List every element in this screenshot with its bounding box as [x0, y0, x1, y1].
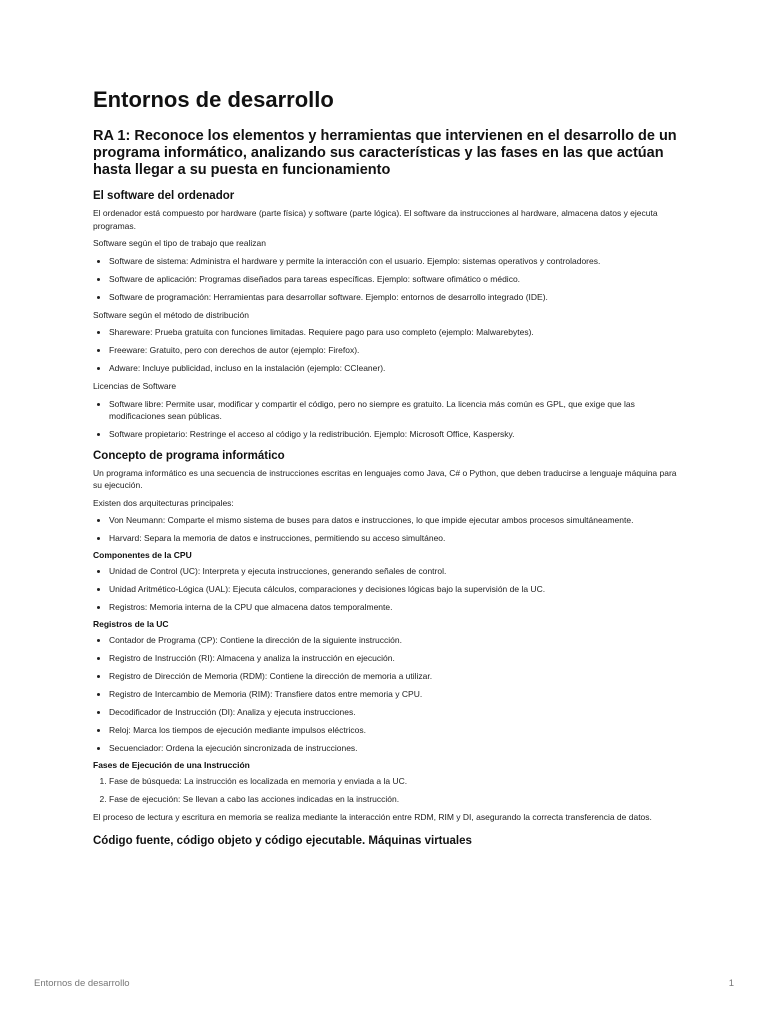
list-item: • Software de aplicación: Programas diseñados para tareas específicas. Ejemplo: software ofimático o médico. — [109, 273, 683, 286]
list-item: • Unidad de Control (UC): Interpreta y ejecuta instrucciones, generando señales de control. — [109, 565, 683, 578]
ra-heading: RA 1: Reconoce los elementos y herramientas que intervienen en el desarrollo de un programa informático, analizando sus características y las fases en las que actúan hasta llegar a su puesta en funcionamiento — [93, 128, 677, 178]
list-execution-phases — [93, 775, 683, 806]
footer-page-number: 1 — [728, 978, 734, 989]
list-item: • Reloj: Marca los tiempos de ejecución mediante impulsos eléctricos. — [109, 724, 683, 737]
footer-document-title: Entornos de desarrollo — [34, 978, 130, 989]
list-item: • Software de programación: Herramientas para desarrollar software. Ejemplo: entornos de desarrollo integrado (IDE). — [109, 291, 683, 304]
list-item: • Software de sistema: Administra el hardware y permite la interacción con el usuario. Ejemplo: sistemas operativos y controladores. — [109, 255, 683, 268]
list-item: • Secuenciador: Ordena la ejecución sincronizada de instrucciones. — [109, 742, 683, 755]
section-heading-program: Concepto de programa informático — [93, 449, 285, 462]
list-item: • Harvard: Separa la memoria de datos e instrucciones, permitiendo su acceso simultáneo. — [109, 532, 683, 545]
section-heading-software: El software del ordenador — [93, 190, 235, 202]
list-item: 2. Fase de ejecución: Se llevan a cabo las acciones indicadas en la instrucción. — [109, 793, 683, 806]
list-item: • Registro de Instrucción (RI): Almacena y analiza la instrucción en ejecución. — [109, 652, 683, 665]
list-item: • Registros: Memoria interna de la CPU que almacena datos temporalmente. — [109, 601, 683, 614]
list-item: • Freeware: Gratuito, pero con derechos de autor (ejemplo: Firefox). — [109, 344, 683, 357]
list-item: • Registro de Dirección de Memoria (RDM): Contiene la dirección de memoria a utilizar. — [109, 670, 683, 683]
document-title: Entornos de desarrollo — [93, 87, 334, 112]
document-page — [93, 86, 683, 848]
list-item: • Von Neumann: Comparte el mismo sistema de buses para datos e instrucciones, lo que impide ejecutar ambos procesos simultáneamente. — [109, 514, 683, 527]
list-item: • Adware: Incluye publicidad, incluso en la instalación (ejemplo: CCleaner). — [109, 362, 683, 375]
list-item: • Registro de Intercambio de Memoria (RIM): Transfiere datos entre memoria y CPU. — [109, 688, 683, 701]
list-item: • Software propietario: Restringe el acceso al código y la redistribución. Ejemplo: Microsoft Office, Kaspersky. — [109, 428, 683, 441]
list-software-licenses — [93, 398, 683, 441]
list-item: • Decodificador de Instrucción (DI): Analiza y ejecuta instrucciones. — [109, 706, 683, 719]
list-item: 1. Fase de búsqueda: La instrucción es localizada en memoria y enviada a la UC. — [109, 775, 683, 788]
list-item: • Contador de Programa (CP): Contiene la dirección de la siguiente instrucción. — [109, 634, 683, 647]
subheading-uc-registers: Registros de la UC — [93, 619, 169, 629]
list-cpu-components — [93, 565, 683, 614]
label-software-licenses: Licencias de Software — [93, 381, 177, 391]
subheading-execution-phases: Fases de Ejecución de una Instrucción — [93, 760, 250, 770]
label-software-by-distribution: Software según el método de distribución — [93, 309, 249, 320]
paragraph-software-intro: El ordenador está compuesto por hardware (parte física) y software (parte lógica). El software da instrucciones al hardware, almacena datos y ejecuta programas. — [93, 208, 658, 231]
list-item: • Software libre: Permite usar, modificar y compartir el código, pero no siempre es gratuito. La licencia más común es GPL, que exige que las modificaciones sean públicas. — [109, 398, 683, 423]
label-software-by-work: Software según el tipo de trabajo que realizan — [93, 238, 266, 248]
paragraph-program-intro: Un programa informático es una secuencia de instrucciones escritas en lenguajes como Java, C# o Python, que deben traducirse a lenguaje máquina para su ejecución. — [93, 467, 677, 490]
label-architectures: Existen dos arquitecturas principales: — [93, 497, 234, 508]
list-item: • Shareware: Prueba gratuita con funciones limitadas. Requiere pago para uso completo (ejemplo: Malwarebytes). — [109, 326, 683, 339]
list-uc-registers — [93, 634, 683, 755]
paragraph-memory-process: El proceso de lectura y escritura en memoria se realiza mediante la interacción entre RDM, RIM y DI, asegurando la correcta transferencia de datos. — [93, 812, 652, 822]
list-architectures — [93, 514, 683, 545]
section-heading-source-code: Código fuente, código objeto y código ejecutable. Máquinas virtuales — [93, 834, 472, 847]
list-software-by-distribution — [93, 326, 683, 375]
list-item: • Unidad Aritmético-Lógica (UAL): Ejecuta cálculos, comparaciones y decisiones lógicas bajo la supervisión de la UC. — [109, 583, 683, 596]
subheading-cpu-components: Componentes de la CPU — [93, 550, 192, 560]
list-software-by-work — [93, 255, 683, 304]
